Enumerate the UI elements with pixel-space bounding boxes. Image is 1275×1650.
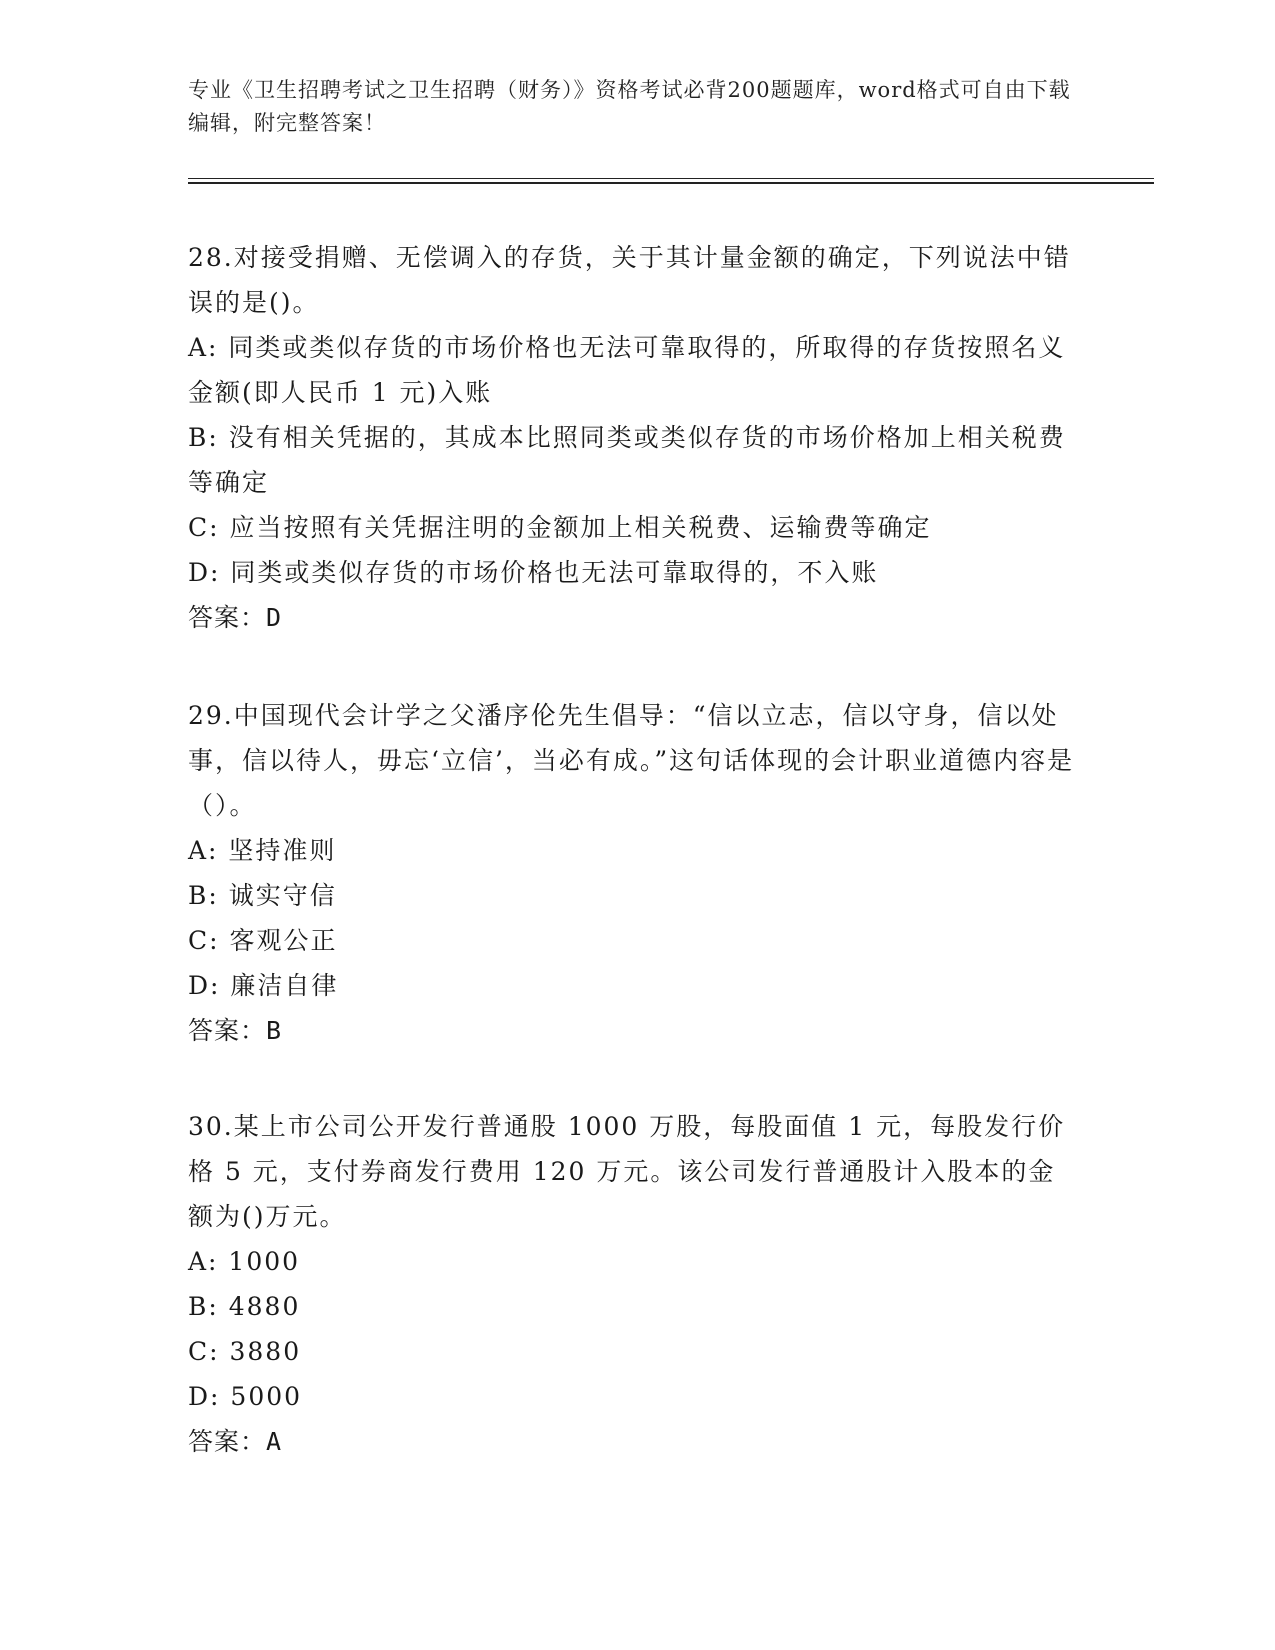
option-b: B: 4880	[188, 1292, 301, 1321]
option-b: B: 诚实守信	[188, 881, 337, 910]
question-29	[188, 693, 1078, 1053]
answer: 答案：A	[188, 1427, 283, 1456]
header-divider-thin	[188, 178, 1154, 179]
option-a: A: 1000	[188, 1247, 301, 1276]
question-28	[188, 235, 1078, 640]
option-d: D: 廉洁自律	[188, 971, 339, 1000]
option-d: D: 5000	[188, 1382, 303, 1411]
option-b: B: 没有相关凭据的，其成本比照同类或类似存货的市场价格加上相关税费等确定	[188, 423, 1066, 497]
question-30	[188, 1104, 1078, 1464]
question-stem: 29.中国现代会计学之父潘序伦先生倡导：“信以立志，信以守身，信以处事，信以待人，毋忘‘立信’，当必有成。”这句话体现的会计职业道德内容是（）。	[188, 701, 1075, 820]
question-stem: 30.某上市公司公开发行普通股 1000 万股，每股面值 1 元，每股发行价格 5 元，支付券商发行费用 120 万元。该公司发行普通股计入股本的金额为()万元。	[188, 1112, 1066, 1231]
answer: 答案：D	[188, 603, 283, 632]
document-header: 专业《卫生招聘考试之卫生招聘（财务）》资格考试必背200题题库，word格式可自由下载编辑，附完整答案！	[188, 78, 1071, 135]
header-divider-thick	[188, 182, 1154, 184]
question-stem: 28.对接受捐赠、无偿调入的存货，关于其计量金额的确定，下列说法中错误的是()。	[188, 243, 1071, 317]
option-d: D: 同类或类似存货的市场价格也无法可靠取得的，不入账	[188, 558, 879, 587]
option-c: C: 应当按照有关凭据注明的金额加上相关税费、运输费等确定	[188, 513, 932, 542]
answer: 答案：B	[188, 1016, 283, 1045]
option-a: A: 坚持准则	[188, 836, 337, 865]
option-a: A: 同类或类似存货的市场价格也无法可靠取得的，所取得的存货按照名义金额(即人民币 1 元)入账	[188, 333, 1066, 407]
option-c: C: 3880	[188, 1337, 302, 1366]
option-c: C: 客观公正	[188, 926, 338, 955]
